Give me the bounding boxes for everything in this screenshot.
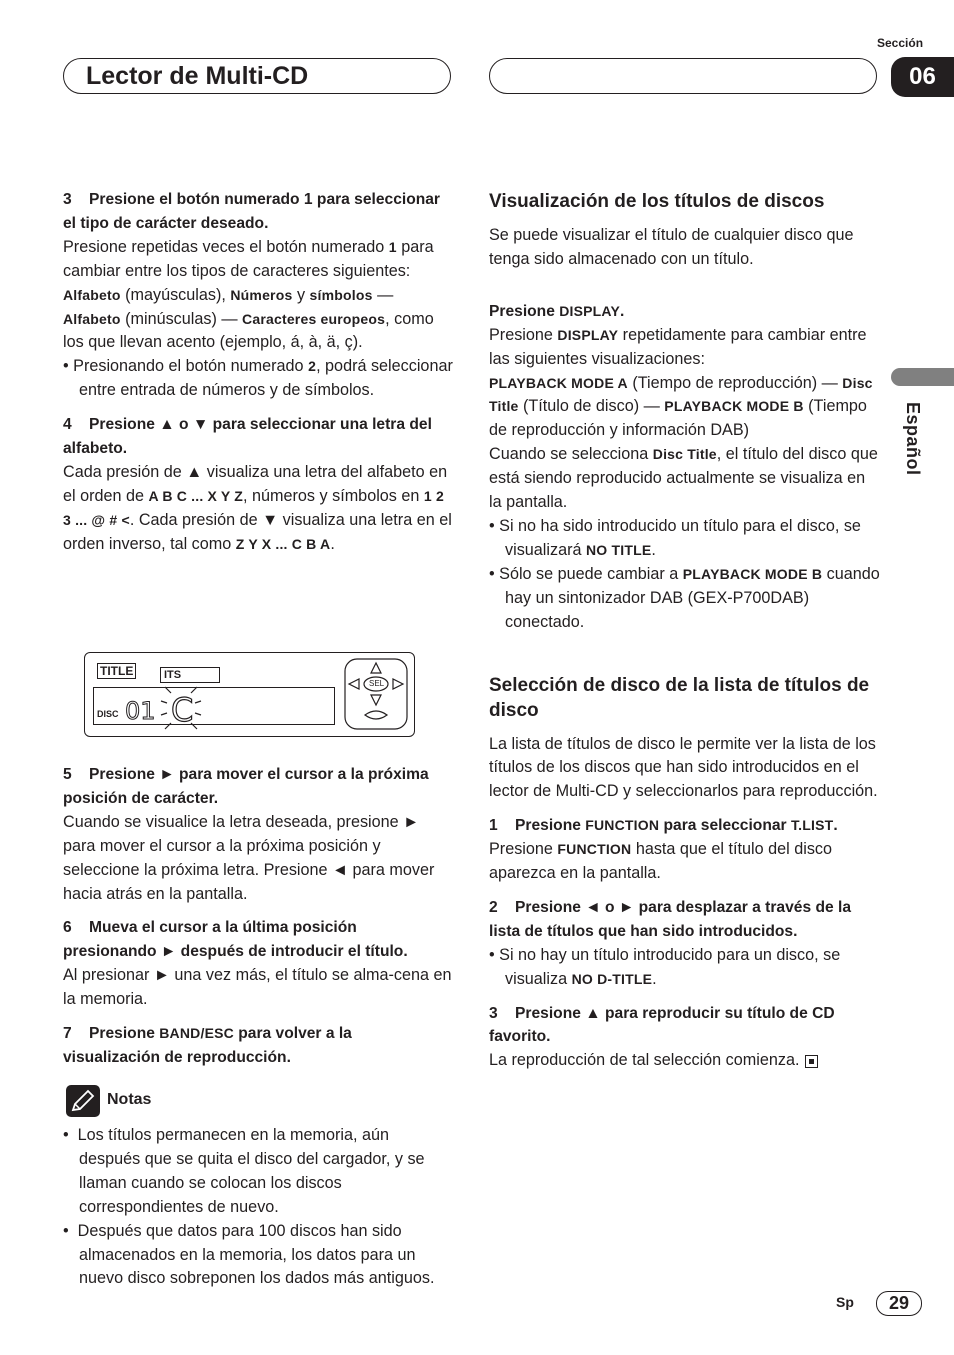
notes-heading: Notas bbox=[107, 1091, 152, 1108]
display-intro: Se puede visualizar el título de cualquier disco que tenga sido almacenado con un título. bbox=[489, 226, 854, 268]
note-item: • Después que datos para 100 discos han sido almacenados en la memoria, los datos para un nuevo disco sobreponen los dados más antiguos. bbox=[63, 1221, 435, 1288]
joystick-icon bbox=[343, 657, 409, 733]
chapter-title: Lector de Multi-CD bbox=[86, 62, 309, 90]
step-4-text: Cada presión de ▲ visualiza una letra del alfabeto en el orden de A B C ... X Y Z, números y símbolos en 1 2 3 ... @ # <. Cada presión de ▼ visualiza una letra en el orden inverso, tal como Z Y X ... C B A. bbox=[63, 462, 452, 553]
mode-b-bullet: • Sólo se puede cambiar a PLAYBACK MODE B cuando hay un sintonizador DAB (GEX-P700DAB) conectado. bbox=[489, 564, 880, 631]
footer-lang-code: Sp bbox=[836, 1294, 854, 1310]
section-number: 06 bbox=[891, 57, 954, 97]
list-step-3-text: La reproducción de tal selección comienza. bbox=[489, 1049, 881, 1073]
step-6-title: 6 Mueva el cursor a la última posición presionando ► después de introducir el título. bbox=[63, 919, 408, 961]
step-3-text: Presione repetidas veces el botón numerado 1 para cambiar entre los tipos de caracteres siguientes: bbox=[63, 237, 434, 280]
lcd-title-tag: TITLE bbox=[97, 663, 136, 679]
header-empty-box bbox=[489, 58, 877, 94]
language-tab-marker bbox=[891, 368, 954, 386]
list-step-1-title: 1 Presione FUNCTION para seleccionar T.LIST. bbox=[489, 817, 838, 835]
display-modes: PLAYBACK MODE A (Tiempo de reproducción) — Disc Title (Título de disco) — PLAYBACK MODE B (Tiempo de reproducción y información DAB) bbox=[489, 373, 873, 440]
step-5-text: Cuando se visualice la letra deseada, presione ► para mover el cursor a la próxima posición y seleccione la próxima letra. Presione ◄ para mover hacia atrás en la pantalla. bbox=[63, 812, 435, 903]
section-label: Sección bbox=[877, 36, 924, 50]
lcd-its-tag: ITS bbox=[160, 667, 220, 683]
section-heading-display-titles: Visualización de los títulos de discos bbox=[489, 191, 825, 212]
section-heading-disc-list: Selección de disco de la lista de títulos de disco bbox=[489, 674, 870, 721]
page-number: 29 bbox=[876, 1291, 922, 1316]
disc-title-explanation: Cuando se selecciona Disc Title, el título del disco que está siendo reproducido actualmente se visualiza en la pantalla. bbox=[489, 445, 878, 512]
list-step-2-title: 2 Presione ◄ o ► para desplazar a través de la lista de títulos que han sido introducidos. bbox=[489, 898, 851, 940]
step-5-title: 5 Presione ► para mover el cursor a la próxima posición de carácter. bbox=[63, 766, 429, 807]
lcd-cursor-char: C bbox=[171, 691, 194, 729]
lcd-display-illustration bbox=[84, 652, 415, 737]
no-title-bullet: • Si no ha sido introducido un título para el disco, se visualizará NO TITLE. bbox=[489, 516, 861, 559]
lcd-sel-label: SEL bbox=[369, 679, 385, 688]
note-item: • Los títulos permanecen en la memoria, aún después que se quita el disco del cargador, y se llaman cuando se colocan los discos correspondientes de nuevo. bbox=[63, 1126, 425, 1216]
language-label: Español bbox=[903, 402, 923, 476]
step-7-title: 7 Presione BAND/ESC para volver a la visualización de reproducción. bbox=[63, 1025, 352, 1066]
display-step-title: Presione DISPLAY. bbox=[489, 302, 625, 320]
left-column bbox=[63, 188, 453, 557]
left-column-lower bbox=[63, 763, 453, 1070]
disc-list-intro: La lista de títulos de disco le permite ver la lista de los títulos de los discos que han sido introducidos en el lector de Multi-CD y seleccionarlos para reproducción. bbox=[489, 734, 878, 801]
step-3-title: 3 Presione el botón numerado 1 para seleccionar el tipo de carácter deseado. bbox=[63, 191, 441, 232]
step-6-text: Al presionar ► una vez más, el título se alma-cena en la memoria. bbox=[63, 966, 452, 1009]
end-of-section-icon bbox=[805, 1055, 818, 1068]
step-4-title: 4 Presione ▲ o ▼ para seleccionar una letra del alfabeto. bbox=[63, 416, 432, 458]
no-dtitle-bullet: • Si no hay un título introducido para un disco, se visualiza NO D-TITLE. bbox=[489, 945, 841, 988]
lcd-blink-rays-icon bbox=[157, 681, 207, 737]
lcd-disc-number: 01 bbox=[125, 697, 156, 725]
notes-icon bbox=[66, 1085, 100, 1117]
display-step-text: Presione DISPLAY repetidamente para cambiar entre las siguientes visualizaciones: bbox=[489, 325, 867, 368]
chapter-title-box bbox=[63, 58, 451, 94]
list-step-3-title: 3 Presione ▲ para reproducir su título de CD favorito. bbox=[489, 1004, 835, 1046]
step-3-bullet: • Presionando el botón numerado 2, podrá seleccionar entre entrada de números y de símbolos. bbox=[63, 357, 453, 400]
list-step-1-text: Presione FUNCTION hasta que el título del disco aparezca en la pantalla. bbox=[489, 840, 833, 883]
lcd-disc-tag: DISC bbox=[97, 709, 119, 719]
notes-list bbox=[63, 1124, 448, 1291]
right-column bbox=[489, 189, 881, 1073]
character-types: Alfabeto (mayúsculas), Números y símbolos — Alfabeto (minúsculas) — Caracteres europeos, como los que llevan acento (ejemplo, á, à, ä, ç). bbox=[63, 285, 434, 352]
